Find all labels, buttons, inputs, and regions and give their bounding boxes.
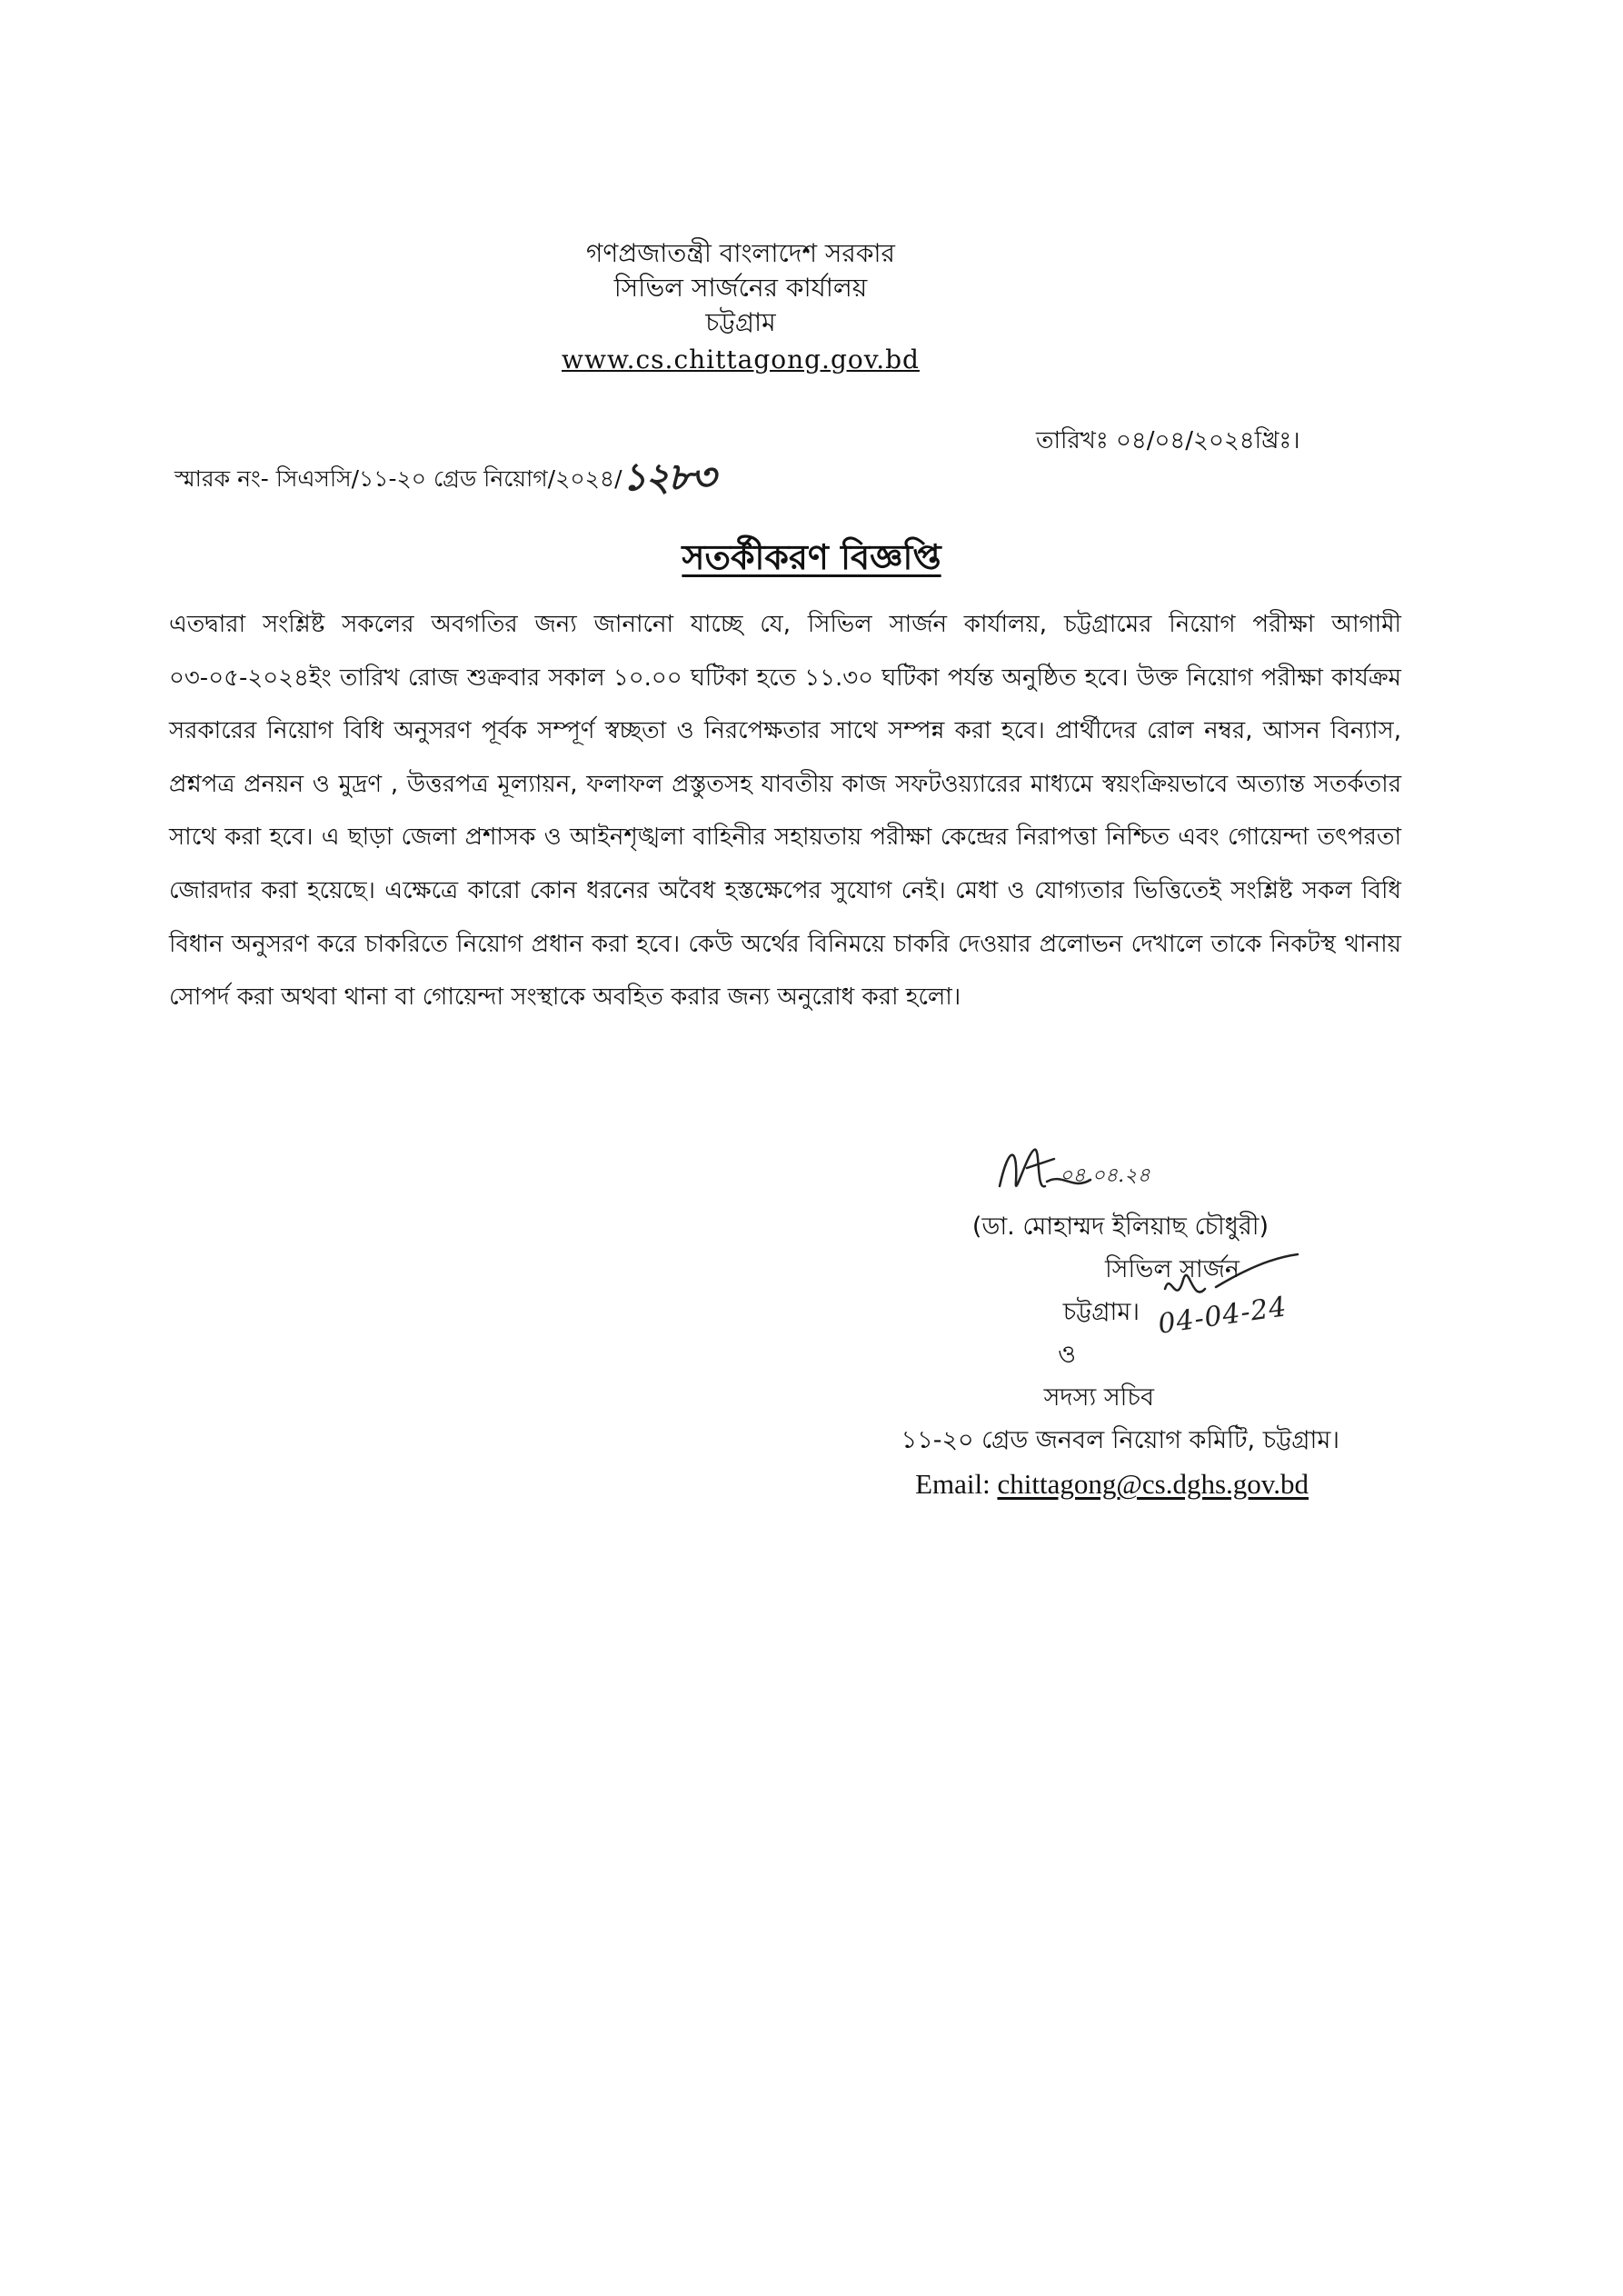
signatory-role: সদস্য সচিব (1043, 1383, 1154, 1412)
signatory-designation: সিভিল সার্জন (1104, 1255, 1240, 1283)
office-location: চট্টগ্রাম (705, 307, 776, 337)
notice-paragraph: এতদ্বারা সংশ্লিষ্ট সকলের অবগতির জন্য জানানো যাচ্ছে যে, সিভিল সার্জন কার্যালয়, চট্টগ্রামের নিয়োগ পরীক্ষা আগামী ০৩-০৫-২০২৪ইং তারিখ রোজ শুক্রবার সকাল ১০.০০ ঘটিকা হতে ১১.৩০ ঘটিকা পর্যন্ত অনুষ্ঠিত হবে। উক্ত নিয়োগ পরীক্ষা কার্যক্রম সরকারের নিয়োগ বিধি অনুসরণ পূর্বক সম্পূর্ণ স্বচ্ছতা ও নিরপেক্ষতার সাথে সম্পন্ন করা হবে। প্রার্থীদের রোল নম্বর, আসন বিন্যাস, প্রশ্নপত্র প্রনয়ন ও মুদ্রণ , উত্তরপত্র মূল্যায়ন, ফলাফল প্রস্তুতসহ যাবতীয় কাজ সফটওয়্যারের মাধ্যমে স্বয়ংক্রিয়ভাবে অত্যান্ত সতর্কতার সাথে করা হবে। এ ছাড়া জেলা প্রশাসক ও আইনশৃঙ্খলা বাহিনীর সহায়তায় পরীক্ষা কেন্দ্রের নিরাপত্তা নিশ্চিত এবং গোয়েন্দা তৎপরতা জোরদার করা হয়েছে। এক্ষেত্রে কারো কোন ধরনের অবৈধ হস্তক্ষেপের সুযোগ নেই। মেধা ও যোগ্যতার ভিত্তিতেই সংশ্লিষ্ট সকল বিধি বিধান অনুসরণ করে চাকরিতে নিয়োগ প্রধান করা হবে। কেউ অর্থের বিনিময়ে চাকরি দেওয়ার প্রলোভন দেখালে তাকে নিকটস্থ থানায় সোপর্দ করা অথবা থানা বা গোয়েন্দা সংস্থাকে অবহিত করার জন্য অনুরোধ করা হলো। (169, 611, 1401, 1012)
office-website: www.cs.chittagong.gov.bd (562, 344, 920, 374)
notice-body (169, 598, 1401, 1024)
committee-name: ১১-২০ গ্রেড জনবল নিয়োগ কমিটি, চট্টগ্রাম। (901, 1426, 1339, 1454)
memo-prefix: স্মারক নং- সিএসসি/১১-২০ গ্রেড নিয়োগ/২০২৪/ (174, 465, 622, 492)
memo-handwritten-number: ১২৮৩ (622, 454, 714, 499)
email-address[interactable]: chittagong@cs.dghs.gov.bd (997, 1468, 1309, 1500)
issue-date: তারিখঃ ০৪/০৪/২০২৪খ্রিঃ। (1036, 427, 1300, 454)
initial-date: 04-04-24 (1156, 1291, 1289, 1341)
notice-title-wrap (0, 531, 1623, 589)
letterhead (509, 236, 972, 380)
memo-number (174, 444, 714, 508)
signatory-place: চট্টগ্রাম। (1062, 1298, 1140, 1326)
office-name: সিভিল সার্জনের কার্যালয় (613, 273, 868, 303)
conjunction-and: ও (1058, 1341, 1076, 1369)
signatory-block (800, 1205, 1363, 1507)
signature-date: ০৪.০৪.২৪ (1060, 1164, 1150, 1187)
signatory-name: (ডা. মোহাম্মদ ইলিয়াছ চৌধুরী) (971, 1213, 1269, 1241)
email-label: Email: (915, 1468, 991, 1500)
signature-image (991, 1136, 1190, 1209)
contact-email (800, 1462, 1363, 1507)
government-name: গণপ্রজাতন্ত্রী বাংলাদেশ সরকার (586, 238, 895, 268)
notice-title: সতর্কীকরণ বিজ্ঞপ্তি (682, 537, 941, 577)
